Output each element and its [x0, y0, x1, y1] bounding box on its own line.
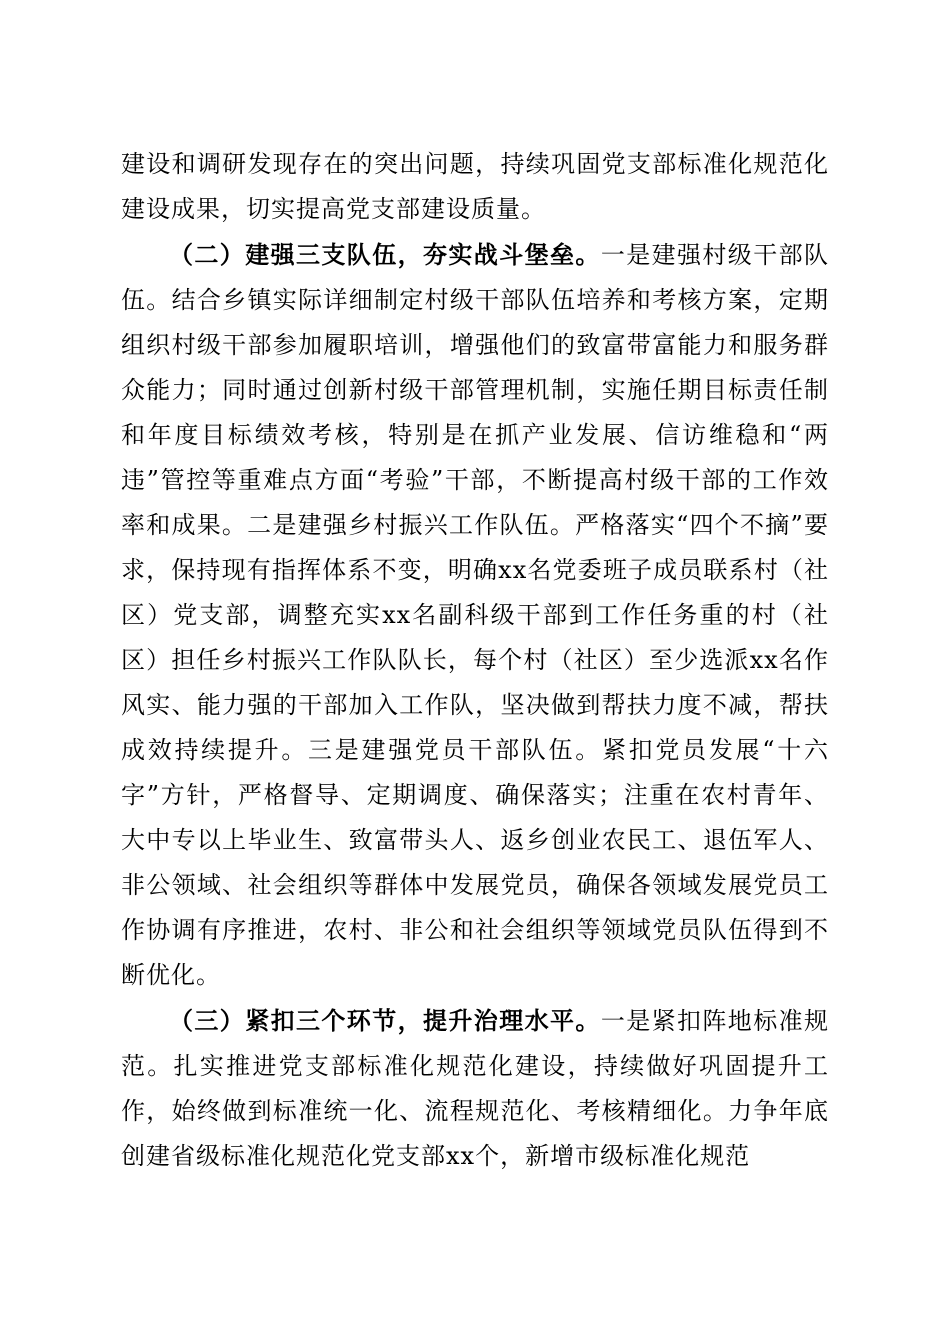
paragraph-text: 一是建强村级干部队伍。结合乡镇实际详细制定村级干部队伍培养和考核方案，定期组织村级干部参加履职培训，增强他们的致富带富能力和服务群众能力；同时通过创新村级干部管理机制，实施任期目标责任制和年度目标绩效考核，特别是在抓产业发展、信访维稳和“两违”管控等重难点方面“考验”干部，不断提高村级干部的工作效率和成果。二是建强乡村振兴工作队伍。严格落实“四个不摘”要求，保持现有指挥体系不变，明确xx名党委班子成员联系村（社区）党支部，调整充实xx名副科级干部到工作任务重的村（社区）担任乡村振兴工作队队长，每个村（社区）至少选派xx名作风实、能力强的干部加入工作队，坚决做到帮扶力度不减，帮扶成效持续提升。三是建强党员干部队伍。紧扣党员发展“十六字”方针，严格督导、定期调度、确保落实；注重在农村青年、大中专以上毕业生、致富带头人、返乡创业农民工、退伍军人、非公领域、社会组织等群体中发展党员，确保各领域发展党员工作协调有序推进，农村、非公和社会组织等领域党员队伍得到不断优化。	[121, 241, 830, 989]
section-heading-three: （三）紧扣三个环节，提升治理水平。	[169, 1006, 601, 1035]
document-body	[121, 142, 829, 1179]
paragraph-text: 建设和调研发现存在的突出问题，持续巩固党支部标准化规范化建设成果，切实提高党支部建设质量。	[121, 150, 829, 223]
paragraph-section-two	[121, 232, 829, 998]
paragraph-continuation	[121, 142, 829, 232]
paragraph-text: 一是紧扣阵地标准规范。扎实推进党支部标准化规范化建设，持续做好巩固提升工作，始终做到标准统一化、流程规范化、考核精细化。力争年底创建省级标准化规范化党支部xx个，新增市级标准化规范	[121, 1007, 830, 1170]
paragraph-section-three	[121, 998, 829, 1179]
section-heading-two: （二）建强三支队伍，夯实战斗堡垒。	[169, 240, 601, 269]
